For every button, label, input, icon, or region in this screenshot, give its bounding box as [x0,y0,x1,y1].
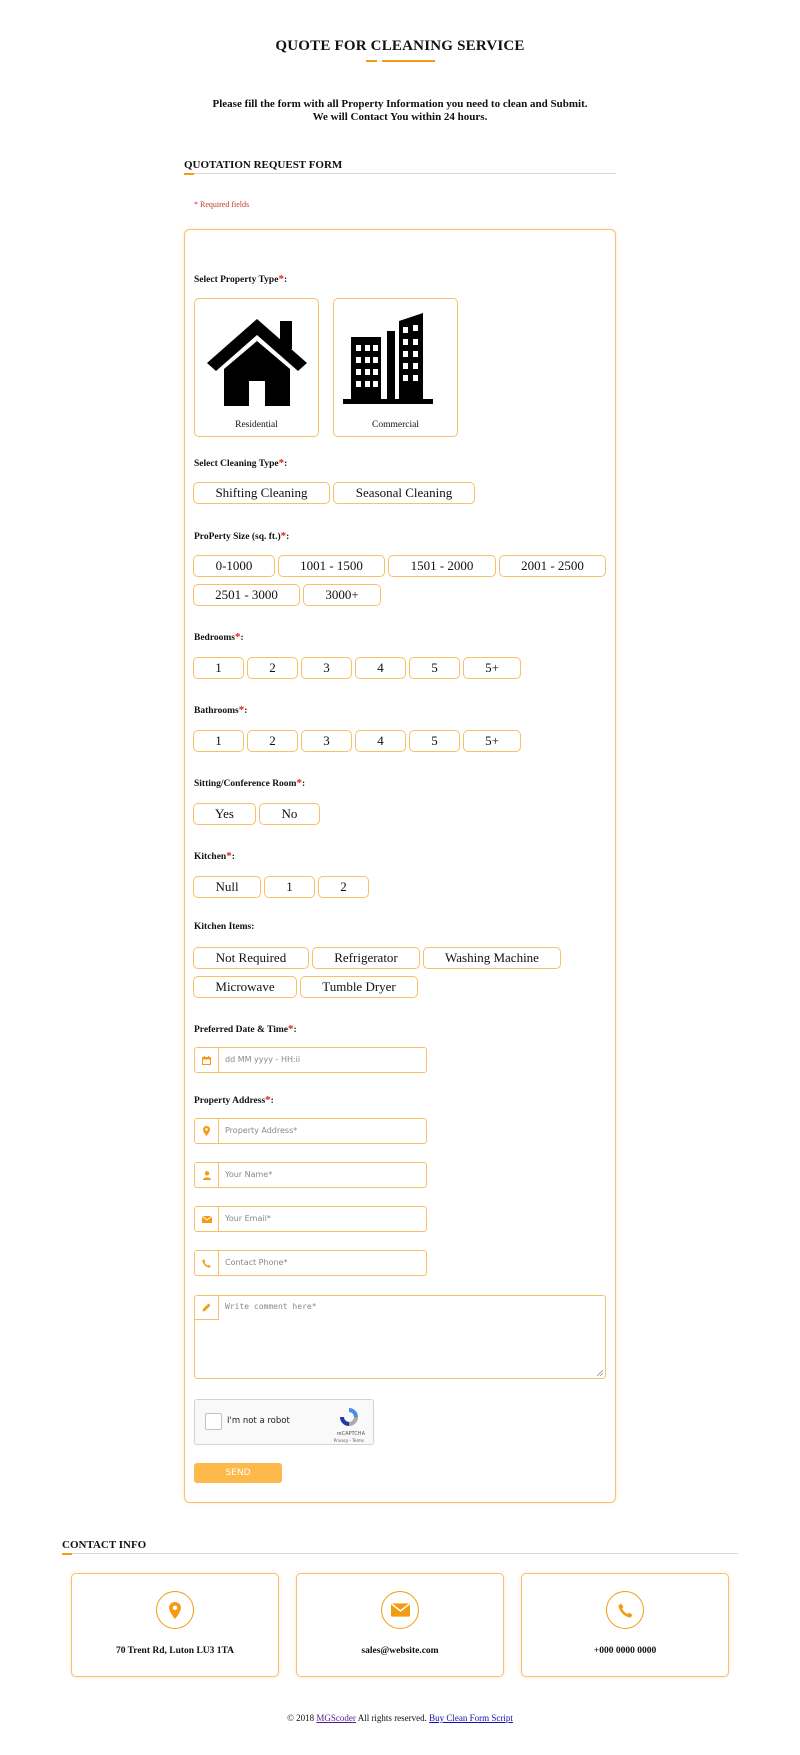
map-marker-icon [195,1119,219,1143]
kitchen-item-not-required[interactable]: Not Required [193,947,309,969]
property-type-label: Select Property Type*: [194,273,288,285]
kitchen-option-1[interactable]: 1 [264,876,315,898]
envelope-icon [195,1207,219,1231]
size-option-1001-1500[interactable]: 1001 - 1500 [278,555,385,577]
resize-handle-icon[interactable] [597,1370,603,1376]
required-note: * Required fields [194,200,250,209]
size-option-2501-3000[interactable]: 2501 - 3000 [193,584,300,606]
sitting-room-option-yes[interactable]: Yes [193,803,256,825]
contact-email[interactable]: sales@website.com [361,1646,439,1656]
footer-brand-link[interactable]: MGScoder [316,1713,356,1723]
recaptcha-widget [194,1399,374,1445]
comment-placeholder: Write comment here* [225,1302,317,1311]
intro-text [0,98,800,124]
contact-card-email [296,1573,504,1677]
kitchen-items-label: Kitchen Items: [194,922,255,932]
bedrooms-option-1[interactable]: 1 [193,657,244,679]
kitchen-item-washing-machine[interactable]: Washing Machine [423,947,561,969]
contact-phone[interactable]: +000 0000 0000 [593,1646,657,1656]
sitting-room-label: Sitting/Conference Room*: [194,777,306,789]
size-option-2001-2500[interactable]: 2001 - 2500 [499,555,606,577]
bathrooms-option-5[interactable]: 5 [409,730,460,752]
address-placeholder: Property Address* [225,1126,298,1135]
cleaning-option-seasonal[interactable]: Seasonal Cleaning [333,482,475,504]
comment-textarea[interactable] [194,1295,606,1379]
bathrooms-option-3[interactable]: 3 [301,730,352,752]
title-underline-long [382,60,435,62]
intro-line-1: Please fill the form with all Property Information you need to clean and Submit. [212,98,588,110]
contact-card-address [71,1573,279,1677]
user-icon [195,1163,219,1187]
building-icon [341,311,451,406]
kitchen-item-tumble-dryer[interactable]: Tumble Dryer [300,976,418,998]
footer-copyright: © 2018 [287,1713,315,1723]
bathrooms-option-4[interactable]: 4 [355,730,406,752]
map-marker-icon [156,1591,194,1629]
name-placeholder: Your Name* [225,1170,273,1179]
recaptcha-terms[interactable]: Privacy - Terms [333,1438,364,1443]
page-title: QUOTE FOR CLEANING SERVICE [275,38,525,54]
bathrooms-option-2[interactable]: 2 [247,730,298,752]
contact-heading-accent [62,1553,72,1555]
name-input[interactable] [194,1162,427,1188]
kitchen-item-refrigerator[interactable]: Refrigerator [312,947,420,969]
cleaning-type-label: Select Cleaning Type*: [194,457,288,469]
bedrooms-option-5[interactable]: 5 [409,657,460,679]
contact-card-phone [521,1573,729,1677]
recaptcha-brand: reCAPTCHA [336,1431,365,1437]
cleaning-option-shifting[interactable]: Shifting Cleaning [193,482,330,504]
bedrooms-option-3[interactable]: 3 [301,657,352,679]
kitchen-label: Kitchen*: [194,850,235,862]
recaptcha-text: I'm not a robot [227,1416,290,1426]
bathrooms-option-5-plus[interactable]: 5+ [463,730,521,752]
sitting-room-option-no[interactable]: No [259,803,320,825]
form-heading: QUOTATION REQUEST FORM [184,159,343,171]
phone-input[interactable] [194,1250,427,1276]
title-underline-short [366,60,377,62]
kitchen-option-null[interactable]: Null [193,876,261,898]
phone-placeholder: Contact Phone* [225,1258,288,1267]
footer-script-link[interactable]: Buy Clean Form Script [429,1713,513,1723]
contact-heading: CONTACT INFO [62,1539,147,1551]
recaptcha-checkbox[interactable] [205,1413,222,1430]
bathrooms-option-1[interactable]: 1 [193,730,244,752]
email-input[interactable] [194,1206,427,1232]
intro-line-2: We will Contact You within 24 hours. [312,111,488,123]
footer-rights: All rights reserved. [357,1713,427,1723]
send-button[interactable]: SEND [194,1463,282,1483]
bedrooms-option-2[interactable]: 2 [247,657,298,679]
address-input[interactable] [194,1118,427,1144]
kitchen-item-microwave[interactable]: Microwave [193,976,297,998]
bathrooms-label: Bathrooms*: [194,704,248,716]
form-heading-divider [184,173,616,174]
size-option-3000-plus[interactable]: 3000+ [303,584,381,606]
footer [0,1713,800,1723]
size-option-0-1000[interactable]: 0-1000 [193,555,275,577]
bedrooms-label: Bedrooms*: [194,631,244,643]
email-placeholder: Your Email* [225,1214,271,1223]
property-option-commercial[interactable] [333,298,458,437]
size-option-1501-2000[interactable]: 1501 - 2000 [388,555,496,577]
contact-address: 70 Trent Rd, Luton LU3 1TA [115,1646,235,1656]
calendar-icon [195,1048,219,1072]
bedrooms-option-5-plus[interactable]: 5+ [463,657,521,679]
date-time-label: Preferred Date & Time*: [194,1023,297,1035]
property-option-label: Residential [235,420,278,430]
address-label: Property Address*: [194,1094,274,1106]
phone-icon [195,1251,219,1275]
date-time-placeholder: dd MM yyyy - HH:ii [225,1055,301,1064]
property-size-label: ProPerty Size (sq. ft.)*: [194,530,290,542]
form-heading-accent [184,173,194,175]
phone-icon [606,1591,644,1629]
house-icon [202,311,312,406]
date-time-input[interactable] [194,1047,427,1073]
property-option-label: Commercial [372,420,419,430]
envelope-icon [381,1591,419,1629]
bedrooms-option-4[interactable]: 4 [355,657,406,679]
property-option-residential[interactable] [194,298,319,437]
pencil-icon [195,1296,219,1320]
contact-heading-divider [62,1553,738,1554]
kitchen-option-2[interactable]: 2 [318,876,369,898]
recaptcha-logo-icon [338,1406,360,1428]
